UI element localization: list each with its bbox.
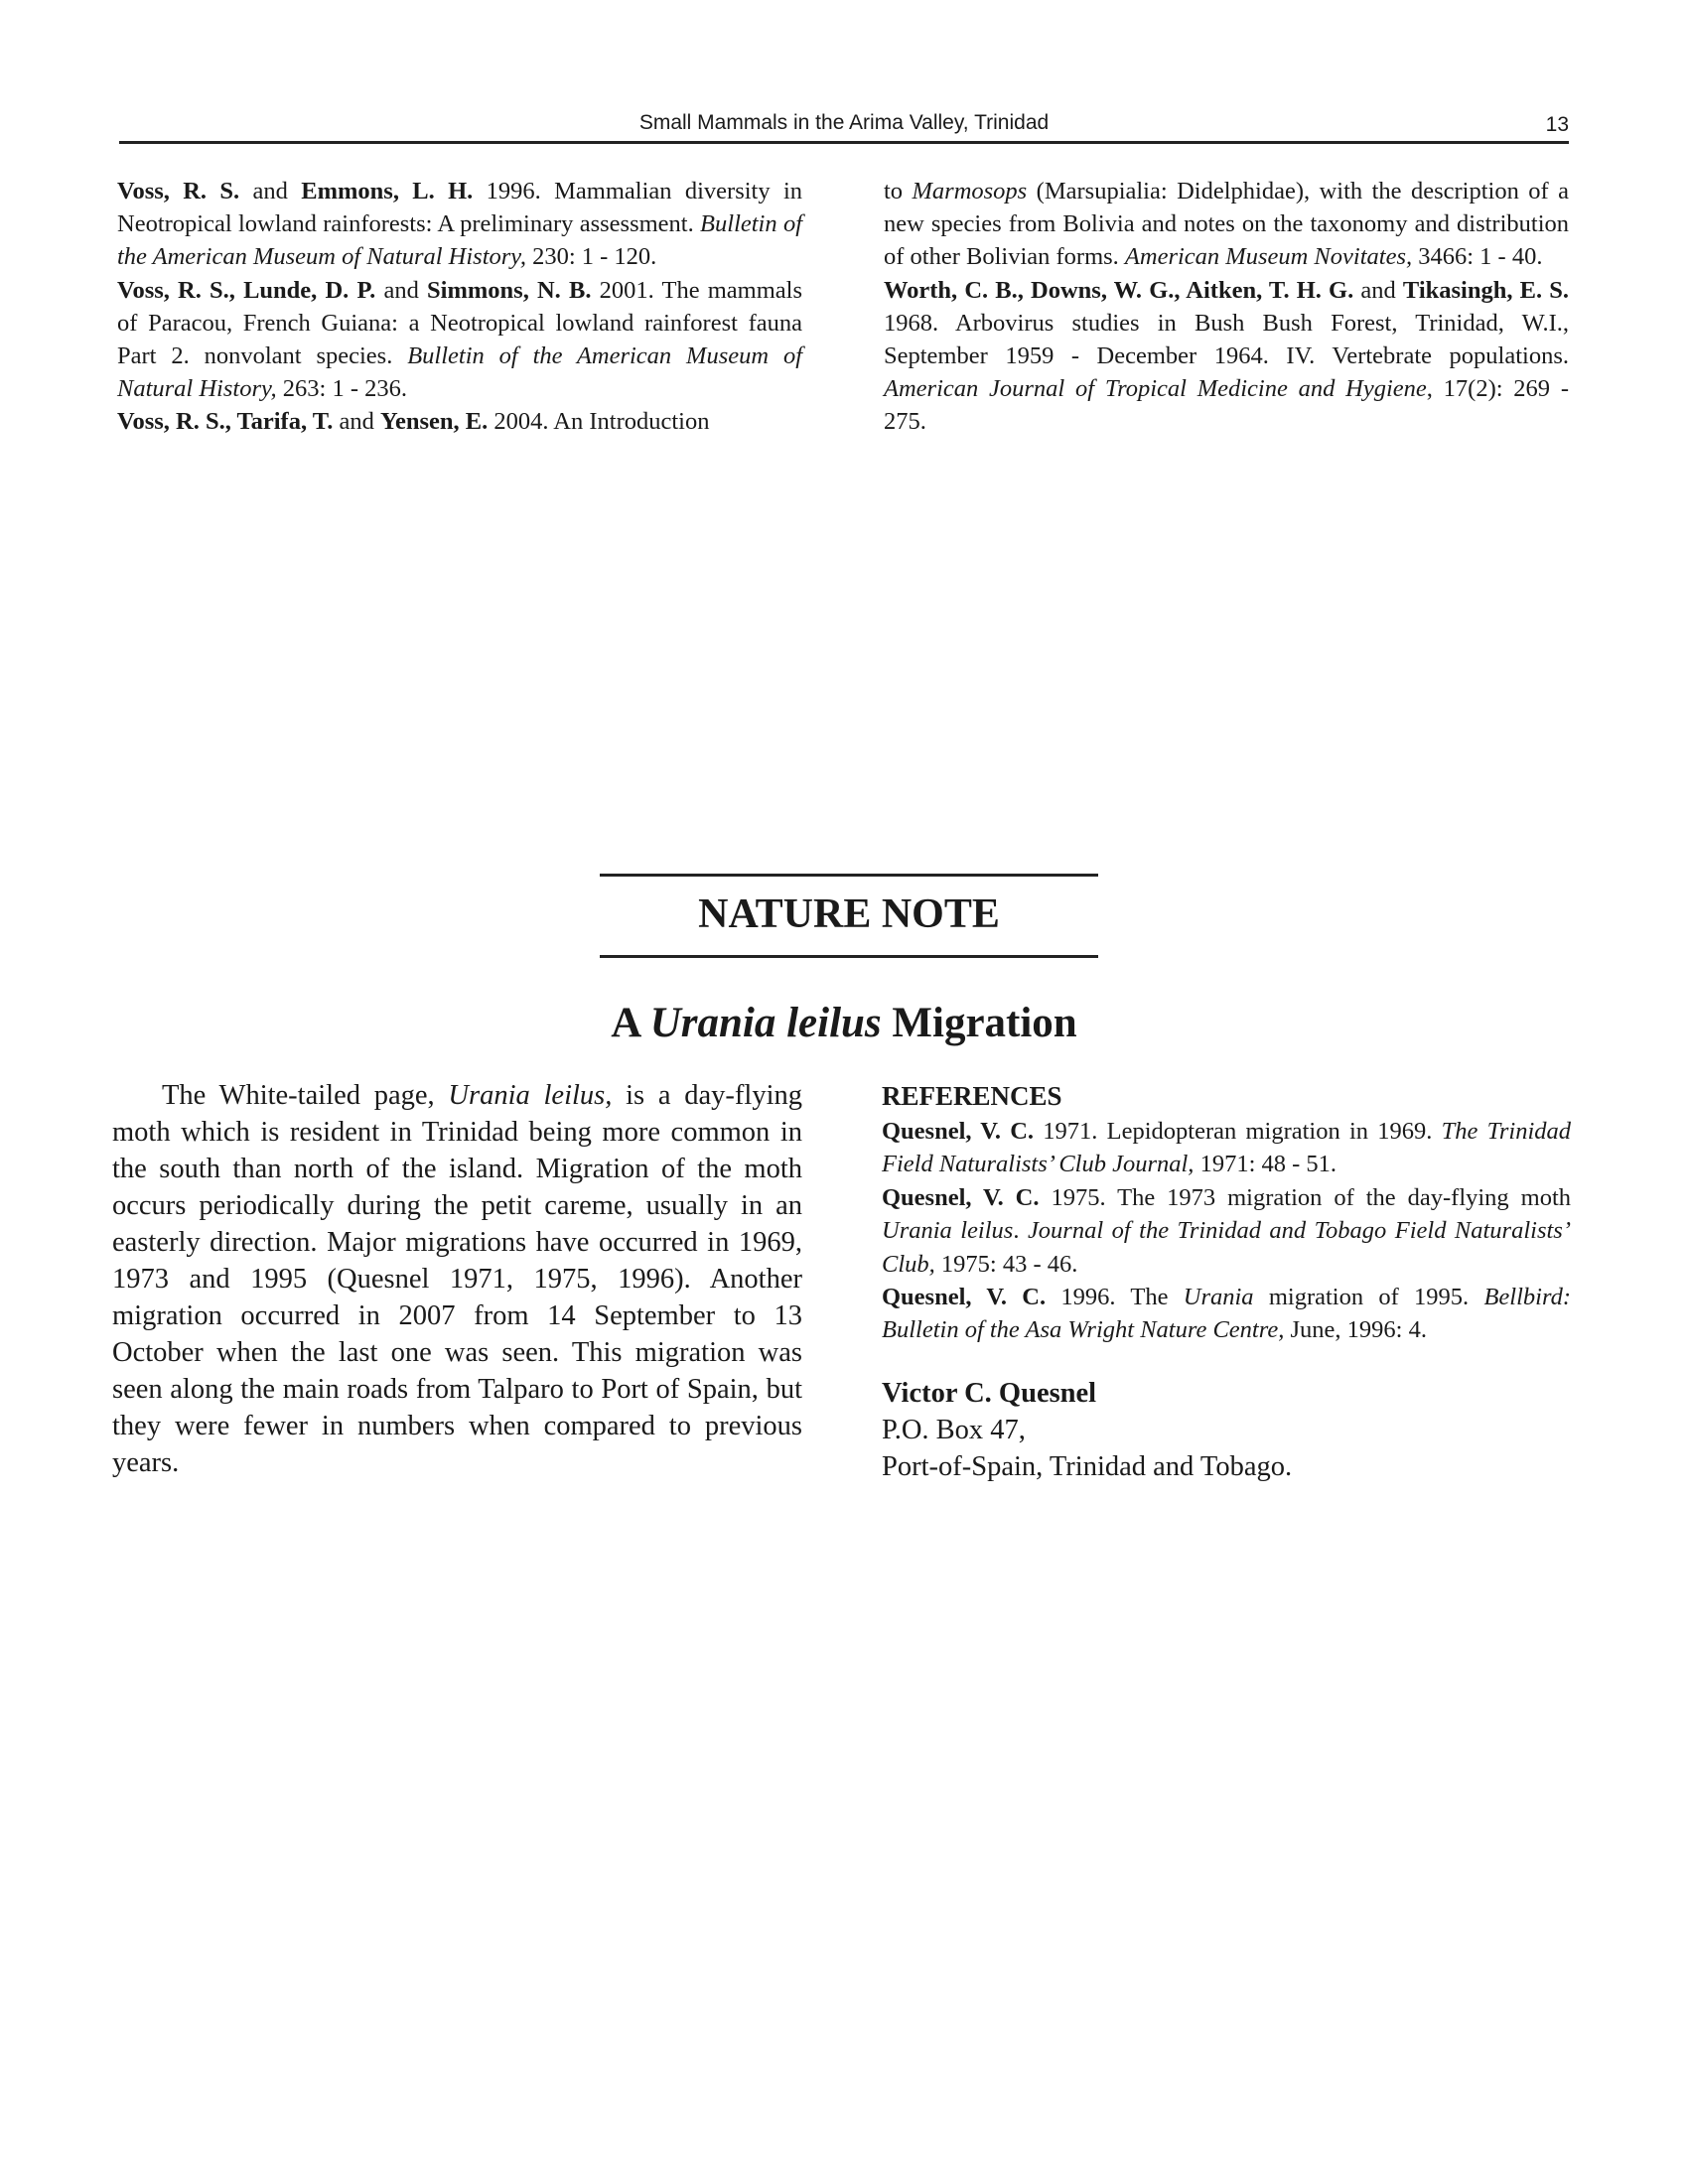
author-separator: and bbox=[1353, 276, 1403, 304]
title-suffix: Migration bbox=[881, 1000, 1077, 1046]
title-prefix: A bbox=[611, 1000, 650, 1046]
reference-entry bbox=[882, 1115, 1571, 1181]
reference-journal: American Museum Novitates, bbox=[1124, 243, 1413, 271]
reference-details: 1971: 48 - 51. bbox=[1194, 1151, 1337, 1178]
species-name: Urania leilus, bbox=[448, 1080, 613, 1111]
reference-author: Voss, R. S., Tarifa, T. bbox=[117, 408, 334, 436]
body-text: The White-tailed page, bbox=[162, 1080, 449, 1111]
page-number: 13 bbox=[1545, 113, 1569, 136]
running-header bbox=[119, 109, 1569, 144]
references-heading: REFERENCES bbox=[882, 1081, 1062, 1111]
reference-author: Quesnel, V. C. bbox=[882, 1183, 1040, 1211]
author-block bbox=[882, 1375, 1571, 1485]
references-right-column bbox=[884, 175, 1569, 439]
reference-entry bbox=[882, 1181, 1571, 1281]
reference-journal: American Journal of Tropical Medicine and Hygiene bbox=[884, 375, 1427, 403]
reference-text: 1996. Mammalian diversity in Neotropical lowland rainforests: A preliminary assessment. bbox=[117, 178, 803, 238]
reference-text: 1971. Lepidopteran migration in 1969. bbox=[1034, 1118, 1442, 1145]
reference-author: Quesnel, V. C. bbox=[882, 1118, 1035, 1145]
reference-details: 263: 1 - 236. bbox=[276, 375, 407, 403]
article-body bbox=[112, 1077, 802, 1481]
title-species: Urania leilus bbox=[649, 1000, 882, 1046]
genus-name: Marmosops bbox=[912, 178, 1028, 205]
author-address-line: P.O. Box 47, bbox=[882, 1415, 1026, 1445]
reference-details: 3466: 1 - 40. bbox=[1412, 243, 1543, 271]
author-separator: and bbox=[375, 276, 428, 304]
reference-journal: Bulletin of the American Museum of Natural History, bbox=[117, 210, 802, 271]
reference-author: Simmons, N. B. bbox=[427, 276, 592, 304]
reference-text: (Marsupialia: Didelphidae), with the description of a new species from Bolivia and notes on the taxonomy and distribution of other Bolivian forms. bbox=[884, 178, 1570, 271]
references-section bbox=[882, 1080, 1571, 1347]
reference-entry bbox=[117, 274, 802, 406]
reference-text: 2001. The mammals of Paracou, French Guiana: a Neotropical lowland rainforest fauna Part 2. nonvolant species. bbox=[117, 276, 802, 370]
heading-rule-top bbox=[600, 874, 1098, 877]
reference-entry bbox=[117, 405, 802, 438]
reference-author: Voss, R. S., Lunde, D. P. bbox=[117, 276, 376, 304]
author-separator: and bbox=[333, 408, 381, 436]
reference-continuation bbox=[884, 175, 1569, 274]
reference-entry bbox=[117, 175, 802, 274]
reference-author: Voss, R. S. bbox=[117, 178, 240, 205]
reference-author: Tikasingh, E. S. bbox=[1402, 276, 1569, 304]
reference-text: 1975. The 1973 migration of the day-flying moth bbox=[1039, 1183, 1572, 1211]
reference-journal: Journal of the Trinidad and Tobago Field Naturalists’ Club, bbox=[882, 1217, 1571, 1278]
reference-details: June, 1996: 4. bbox=[1284, 1316, 1427, 1344]
reference-details: 230: 1 - 120. bbox=[525, 243, 657, 271]
reference-text: migration of 1995. bbox=[1253, 1284, 1484, 1311]
species-name: Urania bbox=[1183, 1284, 1254, 1311]
section-heading: NATURE NOTE bbox=[698, 891, 1000, 937]
reference-details: , 17(2): 269 - 275. bbox=[884, 375, 1569, 436]
body-text: is a day-flying moth which is resident in Trinidad being more common in the south than north of the island. Migration of the moth occurs periodically during the petit careme, usually in an easterly direction. Major migrations have occurred in 1969, 1973 and 1995 (Quesnel 1971, 1975, 1996). Another migration occurred in 2007 from 14 September to 13 October when the last one was seen. This migration was seen along the main roads from Talparo to Port of Spain, but they were fewer in numbers when compared to previous years. bbox=[112, 1080, 802, 1478]
reference-text: . bbox=[1013, 1217, 1028, 1245]
author-name: Victor C. Quesnel bbox=[882, 1378, 1097, 1409]
author-address-line: Port-of-Spain, Trinidad and Tobago. bbox=[882, 1451, 1293, 1482]
running-title: Small Mammals in the Arima Valley, Trinidad bbox=[638, 111, 1050, 134]
reference-author: Yensen, E. bbox=[380, 408, 489, 436]
body-paragraph bbox=[112, 1077, 802, 1481]
species-name: Urania leilus bbox=[882, 1217, 1014, 1245]
heading-rule-bottom bbox=[600, 955, 1098, 958]
reference-text: to bbox=[884, 178, 913, 205]
reference-text: 1968. Arbovirus studies in Bush Bush Forest, Trinidad, W.I., September 1959 - December 1964. IV. Vertebrate populations. bbox=[884, 309, 1569, 370]
reference-text: 1996. The bbox=[1046, 1284, 1184, 1311]
reference-text: 2004. An Introduction bbox=[488, 408, 710, 436]
reference-journal: Bulletin of the American Museum of Natural History, bbox=[117, 342, 802, 403]
reference-author: Worth, C. B., Downs, W. G., Aitken, T. H. G. bbox=[884, 276, 1354, 304]
references-left-column bbox=[117, 175, 802, 439]
reference-entry bbox=[882, 1281, 1571, 1347]
reference-entry bbox=[884, 274, 1569, 439]
article-title bbox=[298, 998, 1390, 1049]
reference-author: Quesnel, V. C. bbox=[882, 1284, 1047, 1311]
author-separator: and bbox=[239, 178, 302, 205]
reference-author: Emmons, L. H. bbox=[301, 178, 474, 205]
reference-journal: The Trinidad Field Naturalists’ Club Journal, bbox=[882, 1118, 1571, 1178]
reference-details: 1975: 43 - 46. bbox=[934, 1250, 1078, 1278]
reference-journal: Bellbird: Bulletin of the Asa Wright Nature Centre, bbox=[882, 1284, 1572, 1344]
